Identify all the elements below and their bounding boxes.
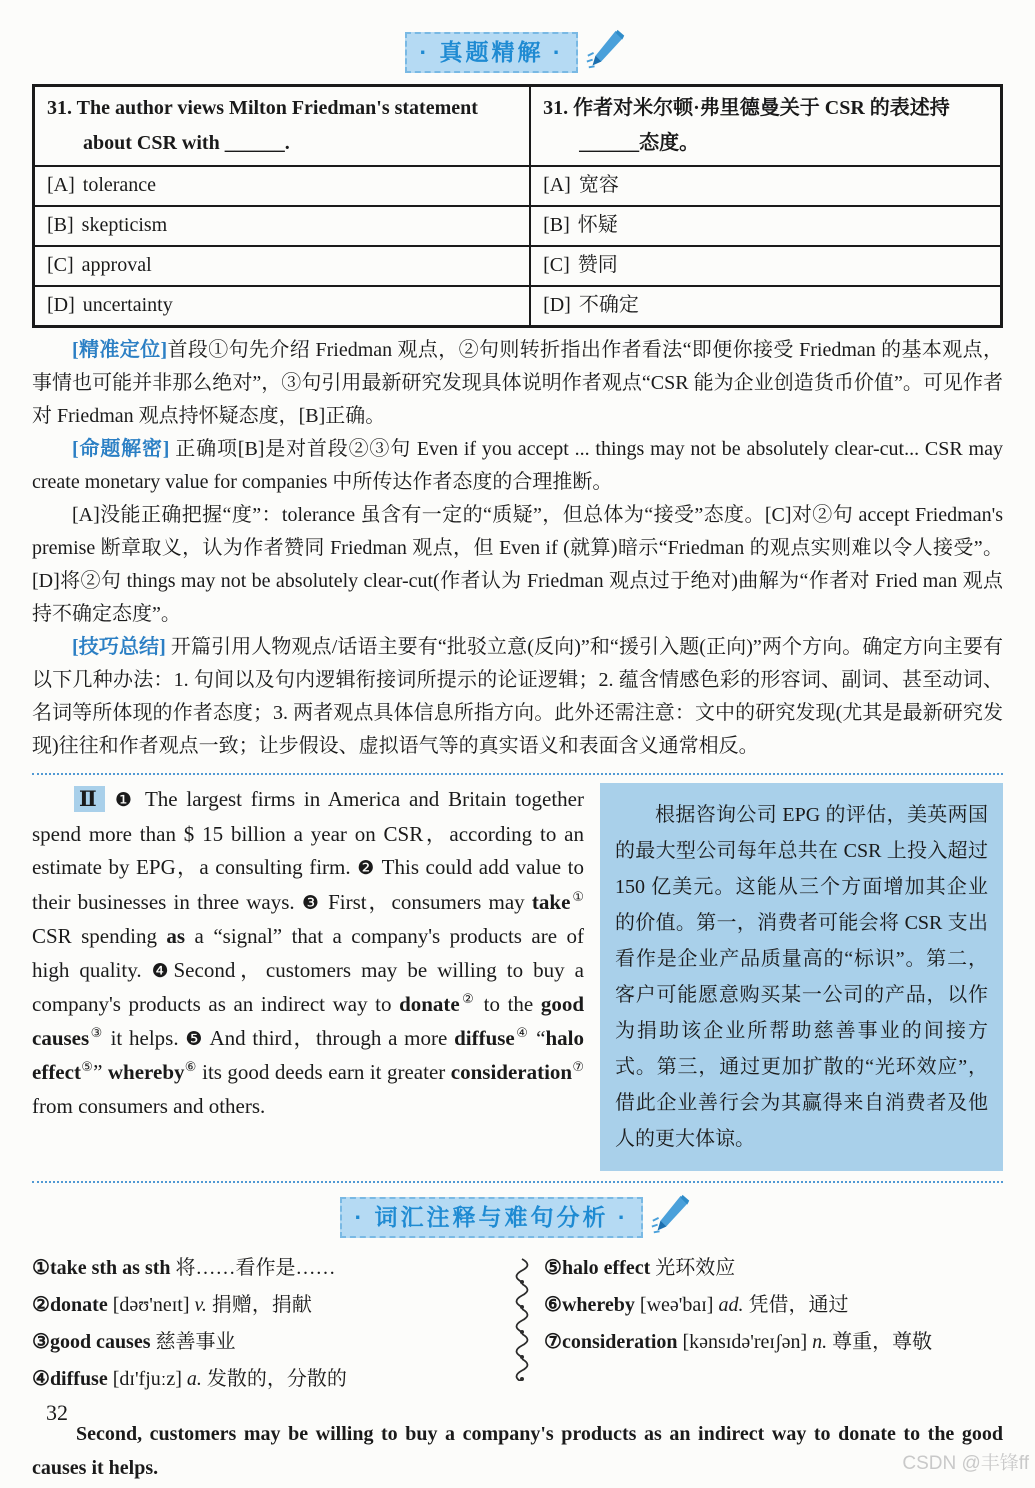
passage-paragraph-2: Ⅱ ❶ The largest firms in America and Britain together spend more than $ 15 billion a year on CSR，according to an estimate by EPG，a consulting firm. ❷ This could add value to their businesses in three ways. ❸ First，consumers may take① CSR spending as a “signal” that a company's products are of high quality. ❹Second，customers may be willing to buy a company's products as an indirect way to donate② to the good causes③ it helps. ❺ And third，through a more diffuse④ “halo effect⑤” whereby⑥ its good deeds earn it greater consideration⑦ from consumers and others. [32, 787, 585, 1118]
wavy-divider-icon [500, 1255, 544, 1403]
section-header-exam-analysis [32, 0, 1003, 74]
analysis-paragraph-key: [命题解密] 正确项[B]是对首段②③句 Even if you accept ... things may not be absolutely clear-cut... CSR may create monetary value for companies 中所传达作者态度的合理推断。 [32, 438, 1003, 493]
translation-box [600, 783, 1003, 1171]
vocab-item: ③good causes 慈善事业 [32, 1331, 236, 1353]
option-label: [C] [543, 254, 570, 276]
option-text: 宽容 [578, 174, 619, 196]
option-row-b [34, 206, 1002, 246]
difficult-sentence: Second, customers may be willing to buy a company's products as an indirect way to donate to the good causes it helps. [32, 1423, 1003, 1479]
option-text: tolerance [82, 174, 157, 196]
vocab-item: ⑦consideration [kənsɪdə'reɪʃən] n. 尊重，尊敬 [544, 1331, 933, 1353]
option-b-en [34, 206, 531, 246]
vocab-list-left [32, 1255, 500, 1403]
passage-section [32, 783, 1003, 1171]
option-text: approval [81, 254, 152, 276]
vocab-item: ⑥whereby [weə'baɪ] ad. 凭借，通过 [544, 1294, 849, 1316]
option-label: [A] [543, 174, 571, 196]
option-a-zh [530, 166, 1001, 206]
pen-icon [649, 1193, 695, 1239]
option-row-a [34, 166, 1002, 206]
translation-text: 根据咨询公司 EPG 的评估，美英两国的最大型公司每年总共在 CSR 上投入超过 150 亿美元。这能从三个方面增加其企业的价值。第一，消费者可能会将 CSR 支出看作是企业产品质量高的“标识”。第二，客户可能愿意购买某一公司的产品，以作为捐助该企业所帮助慈善事业的间接方式。第三，通过更加扩散的“光环效应”，借此企业善行会为其赢得来自消费者及他人的更大体谅。 [615, 804, 988, 1150]
answer-analysis [32, 334, 1003, 763]
dotted-divider-top [32, 773, 1003, 775]
option-row-d [34, 286, 1002, 327]
option-text: 不确定 [578, 294, 639, 316]
watermark: CSDN @丰锋ff [902, 1453, 1029, 1474]
option-label: [A] [47, 174, 75, 196]
question-stem-zh: 31. 作者对米尔顿·弗里德曼关于 CSR 的表述持______态度。 [543, 97, 950, 154]
pen-icon [584, 28, 630, 74]
option-text: uncertainty [82, 294, 173, 316]
option-c-en [34, 246, 531, 286]
question-stem-zh-cell [530, 86, 1001, 167]
option-text: skepticism [81, 214, 168, 236]
analysis-paragraph-distractors: [A]没能正确把握“度”：tolerance 虽含有一定的“质疑”，但总体为“接受”态度。[C]对②句 accept Friedman's premise 断章取义，认为作者赞同 Friedman 观点，但 Even if (就算)暗示“Friedman 的观点实则难以令人接受”。[D]将②句 things may not be absolutely clear-cut(作者认为 Friedman 观点过于绝对)曲解为“作者对 Fried man 观点持不确定态度”。 [32, 504, 1003, 625]
option-label: [D] [47, 294, 75, 316]
question-stem-en-cell [34, 86, 531, 167]
option-text: 赞同 [577, 254, 618, 276]
vocab-list-right [544, 1255, 1003, 1403]
section-header-vocab [32, 1197, 1003, 1239]
option-label: [C] [47, 254, 74, 276]
vocab-list [32, 1255, 1003, 1403]
vocab-analysis-badge: · 词汇注释与难句分析 · [340, 1197, 642, 1238]
page-number: 32 [46, 1400, 68, 1425]
option-d-en [34, 286, 531, 327]
vocab-item: ②donate [dəʊ'neɪt] v. 捐赠，捐献 [32, 1294, 312, 1316]
vocab-item: ①take sth as sth 将……看作是…… [32, 1257, 336, 1279]
exam-analysis-badge: · 真题精解 · [405, 32, 577, 73]
question-stem-en: 31. The author views Milton Friedman's statement about CSR with ______. [47, 97, 478, 154]
option-c-zh [530, 246, 1001, 286]
option-label: [B] [543, 214, 570, 236]
option-row-c [34, 246, 1002, 286]
vocab-item: ④diffuse [dɪ'fjuːz] a. 发散的，分散的 [32, 1368, 347, 1390]
option-label: [B] [47, 214, 74, 236]
analysis-paragraph-skill: [技巧总结] 开篇引用人物观点/话语主要有“批驳立意(反向)”和“援引入题(正向)”两个方向。确定方向主要有以下几种办法：1. 句间以及句内逻辑衔接词所提示的论证逻辑；2. 蕴含情感色彩的形容词、副词、甚至动词、名词等所体现的作者态度；3. 两者观点具体信息所指方向。此外还需注意：文中的研究发现(尤其是最新研究发现)往往和作者观点一致；让步假设、虚拟语气等的真实语义和表面含义通常相反。 [32, 636, 1003, 757]
vocab-item: ⑤halo effect 光环效应 [544, 1257, 736, 1279]
option-text: 怀疑 [577, 214, 618, 236]
option-a-en [34, 166, 531, 206]
option-b-zh [530, 206, 1001, 246]
question-stem-row [34, 86, 1002, 167]
dotted-divider-bottom [32, 1181, 1003, 1183]
question-table [32, 84, 1003, 328]
option-d-zh [530, 286, 1001, 327]
analysis-paragraph-locating: [精准定位]首段①句先介绍 Friedman 观点，②句则转折指出作者看法“即便你接受 Friedman 的基本观点，事情也可能并非那么绝对”，③句引用最新研究发现具体说明作者观点“CSR 能为企业创造货币价值”。可见作者对 Friedman 观点持怀疑态度，[B]正确。 [32, 339, 1003, 427]
option-label: [D] [543, 294, 571, 316]
